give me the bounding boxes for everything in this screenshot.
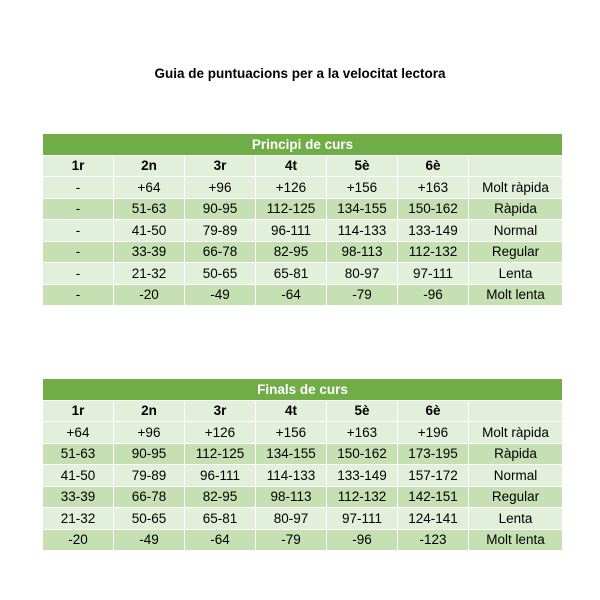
speed-label: Regular — [469, 486, 563, 508]
score-cell: 51-63 — [43, 443, 114, 465]
speed-label: Molt lenta — [469, 529, 563, 551]
score-cell: 90-95 — [114, 443, 185, 465]
score-cell: 41-50 — [114, 220, 185, 242]
score-cell: 98-113 — [327, 241, 398, 263]
speed-label: Molt ràpida — [469, 422, 563, 444]
score-cell: 51-63 — [114, 198, 185, 220]
score-table-end-of-course — [42, 378, 563, 551]
score-cell: 112-125 — [185, 443, 256, 465]
speed-label: Molt lenta — [469, 284, 563, 306]
speed-label: Normal — [469, 465, 563, 487]
score-cell: 33-39 — [114, 241, 185, 263]
table-row — [43, 198, 563, 220]
table-row — [43, 284, 563, 306]
score-cell: 90-95 — [185, 198, 256, 220]
score-cell: 79-89 — [114, 465, 185, 487]
score-cell: +196 — [398, 422, 469, 444]
table-row — [43, 508, 563, 530]
grade-header: 3r — [185, 155, 256, 177]
score-cell: 150-162 — [327, 443, 398, 465]
score-cell: 66-78 — [114, 486, 185, 508]
score-cell: - — [43, 177, 114, 199]
speed-label: Ràpida — [469, 198, 563, 220]
score-cell: 97-111 — [398, 263, 469, 285]
speed-label: Regular — [469, 241, 563, 263]
score-cell: 96-111 — [256, 220, 327, 242]
table-row — [43, 465, 563, 487]
speed-label: Normal — [469, 220, 563, 242]
score-cell: 82-95 — [185, 486, 256, 508]
score-cell: -64 — [256, 284, 327, 306]
table-row — [43, 486, 563, 508]
score-cell: -79 — [327, 284, 398, 306]
table-title-row — [43, 134, 563, 156]
score-cell: 112-132 — [398, 241, 469, 263]
label-header — [469, 155, 563, 177]
grade-header: 6è — [398, 155, 469, 177]
score-cell: 124-141 — [398, 508, 469, 530]
score-cell: 21-32 — [43, 508, 114, 530]
score-cell: 114-133 — [256, 465, 327, 487]
score-cell: 157-172 — [398, 465, 469, 487]
score-cell: -123 — [398, 529, 469, 551]
score-cell: 33-39 — [43, 486, 114, 508]
score-cell: 80-97 — [256, 508, 327, 530]
score-cell: 79-89 — [185, 220, 256, 242]
table-row — [43, 443, 563, 465]
score-cell: 97-111 — [327, 508, 398, 530]
score-cell: +96 — [114, 422, 185, 444]
score-cell: -96 — [398, 284, 469, 306]
score-cell: 142-151 — [398, 486, 469, 508]
grade-header: 1r — [43, 400, 114, 422]
grade-header: 6è — [398, 400, 469, 422]
score-table-start-of-course — [42, 133, 563, 306]
page-title: Guia de puntuacions per a la velocitat lectora — [154, 66, 446, 81]
score-cell: - — [43, 284, 114, 306]
score-cell: 66-78 — [185, 241, 256, 263]
score-cell: +156 — [256, 422, 327, 444]
score-cell: +156 — [327, 177, 398, 199]
score-cell: -96 — [327, 529, 398, 551]
score-cell: 65-81 — [256, 263, 327, 285]
score-cell: 112-125 — [256, 198, 327, 220]
grade-header-row — [43, 155, 563, 177]
score-cell: - — [43, 198, 114, 220]
speed-label: Lenta — [469, 263, 563, 285]
score-cell: -64 — [185, 529, 256, 551]
score-cell: 112-132 — [327, 486, 398, 508]
score-cell: +64 — [43, 422, 114, 444]
table-title-row — [43, 379, 563, 401]
score-cell: 82-95 — [256, 241, 327, 263]
grade-header: 2n — [114, 400, 185, 422]
score-cell: -20 — [114, 284, 185, 306]
grade-header: 1r — [43, 155, 114, 177]
grade-header: 2n — [114, 155, 185, 177]
score-cell: 150-162 — [398, 198, 469, 220]
grade-header-row — [43, 400, 563, 422]
score-cell: 134-155 — [327, 198, 398, 220]
speed-label: Molt ràpida — [469, 177, 563, 199]
score-cell: +163 — [327, 422, 398, 444]
score-cell: +126 — [256, 177, 327, 199]
score-cell: 98-113 — [256, 486, 327, 508]
grade-header: 5è — [327, 400, 398, 422]
grade-header: 3r — [185, 400, 256, 422]
score-cell: 96-111 — [185, 465, 256, 487]
score-cell: +64 — [114, 177, 185, 199]
table-row — [43, 177, 563, 199]
table-row — [43, 263, 563, 285]
score-cell: +163 — [398, 177, 469, 199]
table-row — [43, 241, 563, 263]
grade-header: 5è — [327, 155, 398, 177]
score-cell: 80-97 — [327, 263, 398, 285]
score-cell: 41-50 — [43, 465, 114, 487]
speed-label: Ràpida — [469, 443, 563, 465]
grade-header: 4t — [256, 400, 327, 422]
table-row — [43, 220, 563, 242]
score-cell: 173-195 — [398, 443, 469, 465]
score-cell: 65-81 — [185, 508, 256, 530]
table-title: Finals de curs — [43, 379, 563, 401]
score-cell: 133-149 — [327, 465, 398, 487]
score-cell: 114-133 — [327, 220, 398, 242]
score-cell: - — [43, 220, 114, 242]
score-cell: +126 — [185, 422, 256, 444]
table-row — [43, 529, 563, 551]
score-cell: - — [43, 241, 114, 263]
score-cell: -79 — [256, 529, 327, 551]
score-cell: 50-65 — [114, 508, 185, 530]
score-cell: +96 — [185, 177, 256, 199]
score-cell: 50-65 — [185, 263, 256, 285]
label-header — [469, 400, 563, 422]
speed-label: Lenta — [469, 508, 563, 530]
score-cell: -49 — [114, 529, 185, 551]
table-title: Principi de curs — [43, 134, 563, 156]
score-cell: 133-149 — [398, 220, 469, 242]
score-cell: 21-32 — [114, 263, 185, 285]
grade-header: 4t — [256, 155, 327, 177]
score-cell: - — [43, 263, 114, 285]
score-cell: -49 — [185, 284, 256, 306]
score-cell: 134-155 — [256, 443, 327, 465]
table-row — [43, 422, 563, 444]
score-cell: -20 — [43, 529, 114, 551]
